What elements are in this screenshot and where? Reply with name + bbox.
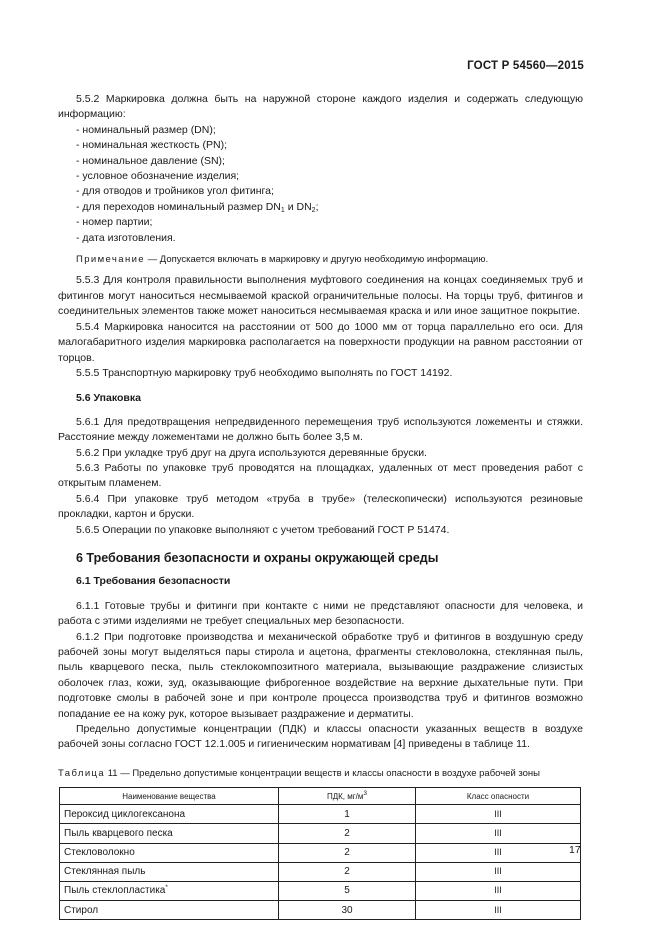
hazard-class: III xyxy=(416,824,581,843)
section-5-6-heading: 5.6 Упаковка xyxy=(76,392,141,405)
pdk-table xyxy=(59,787,581,920)
table-row xyxy=(60,862,581,881)
page-number: 17 xyxy=(569,844,581,856)
col-substance-header: Наименование вещества xyxy=(60,788,279,805)
footnote-mark: * xyxy=(165,884,168,892)
substance-name: Пероксид циклогексанона xyxy=(60,805,279,824)
marking-item: - дата изготовления. xyxy=(76,231,176,244)
pdk-value: 5 xyxy=(279,882,416,901)
pdk-value: 2 xyxy=(279,824,416,843)
table-caption xyxy=(58,766,583,781)
marking-item: - номинальное давление (SN); xyxy=(76,154,225,167)
table-row xyxy=(60,824,581,843)
substance-name: Пыль кварцевого песка xyxy=(60,824,279,843)
clause-5-6-1: 5.6.1 Для предотвращения непредвиденного перемещения труб используются ложементы и стяжки. Расстояние между ложементами не должно быть более 3,5 м. xyxy=(58,415,583,444)
table-row xyxy=(60,805,581,824)
pdk-value: 2 xyxy=(279,862,416,881)
marking-item: - для отводов и тройников угол фитинга; xyxy=(76,185,274,198)
clause-5-6-4: 5.6.4 При упаковке труб методом «труба в трубе» (телескопически) используются резиновые прокладки, картон и бруски. xyxy=(58,492,583,521)
col-pdk-header: ПДК, $мг/м^3$ xyxy=(279,788,416,805)
pdk-paragraph: Предельно допустимые концентрации (ПДК) и классы опасности указанных веществ в воздухе рабочей зоны согласно ГОСТ 12.1.005 и гигиеническим нормативам [4] приведены в таблице 11. xyxy=(58,723,583,751)
substance-name: Стеклянная пыль xyxy=(60,862,279,881)
marking-item: - номер партии; xyxy=(76,216,153,229)
pdk-value: 2 xyxy=(279,843,416,862)
note-text: — Допускается включать в маркировку и другую необходимую информацию. xyxy=(145,254,489,266)
pdk-value: 1 xyxy=(279,805,416,824)
clause-5-5-5: 5.5.5 Транспортную маркировку труб необходимо выполнять по ГОСТ 14192. xyxy=(76,366,453,379)
section-6-heading: 6 Требования безопасности и охраны окружающей среды xyxy=(76,550,439,565)
marking-item: - условное обозначение изделия; xyxy=(76,170,240,183)
clause-5-6-2: 5.6.2 При укладке труб друг на друга используются деревянные бруски. xyxy=(76,446,427,459)
substance-name: Стекловолокно xyxy=(60,843,279,862)
table-row xyxy=(60,843,581,862)
marking-item: - номинальный размер (DN); xyxy=(76,123,216,136)
clause-6-1-1: 6.1.1 Готовые трубы и фитинги при контакте с ними не представляют опасности для человека, и работа с этими изделиями не требует специальных мер безопасности. xyxy=(58,599,583,628)
standard-header: ГОСТ Р 54560—2015 xyxy=(467,60,584,72)
substance-name: Пыль стеклопластика* xyxy=(60,882,279,901)
table-caption-label: Таблица xyxy=(58,767,106,779)
clause-5-6-5: 5.6.5 Операции по упаковке выполняют с учетом требований ГОСТ Р 51474. xyxy=(76,523,450,536)
col-hazard-class-header: Класс опасности xyxy=(416,788,581,805)
marking-item: - номинальная жесткость (PN); xyxy=(76,139,228,152)
table-caption-text: 11 — Предельно допустимые концентрации веществ и классы опасности в воздухе рабочей зоны xyxy=(105,767,540,779)
note xyxy=(76,252,583,267)
clause-6-1-2: 6.1.2 При подготовке производства и механической обработке труб и фитингов в воздушную среду рабочей зоны могут выделяться пары стирола и ацетона, фрагменты стекловолокна, стеклянная пыль, пыль кварцевого песка, пыль стеклокомпозитного материала, вызывающие раздражение слизистых оболочек глаз, кожи, зуд, оказывающие фиброгенное воздействие на верхние дыхательные пути. При подготовке смолы в рабочей зоне и при контроле процесса производства труб и фитингов возможно попадание ее на кожу рук, которое вызывает раздражение и дерматиты. xyxy=(58,630,583,720)
hazard-class: III xyxy=(416,805,581,824)
note-label: Примечание xyxy=(76,254,145,266)
table-header-row xyxy=(60,788,581,805)
clause-5-5-4: 5.5.4 Маркировка наносится на расстоянии от 500 до 1000 мм от торца параллельно его оси. Для малогабаритного изделия маркировка располагается на поверхности продукции на равном расстоянии от торцов. xyxy=(58,320,583,364)
table-row xyxy=(60,882,581,901)
hazard-class: III xyxy=(416,882,581,901)
hazard-class: III xyxy=(416,901,581,920)
table-row xyxy=(60,901,581,920)
hazard-class: III xyxy=(416,862,581,881)
pdk-value: 30 xyxy=(279,901,416,920)
substance-name: Стирол xyxy=(60,901,279,920)
document-body xyxy=(58,92,583,920)
clause-5-5-2: 5.5.2 Маркировка должна быть на наружной стороне каждого изделия и содержать следующую информацию: xyxy=(58,93,583,121)
section-6-1-heading: 6.1 Требования безопасности xyxy=(76,575,231,588)
clause-5-6-3: 5.6.3 Работы по упаковке труб проводятся на площадках, удаленных от мест проведения работ с открытым пламенем. xyxy=(58,461,583,490)
clause-5-5-3: 5.5.3 Для контроля правильности выполнения муфтового соединения на концах соединяемых труб и фитингов могут наноситься несмываемой краской ограничительные полосы. На торцы труб, фитингов и соединительных элементов также может наноситься несмываемая краска и или иное защитное покрытие. xyxy=(58,274,583,318)
marking-item-dn: - для переходов номинальный размер $DN_1$ и $DN_2$; xyxy=(76,200,319,214)
hazard-class: III xyxy=(416,843,581,862)
